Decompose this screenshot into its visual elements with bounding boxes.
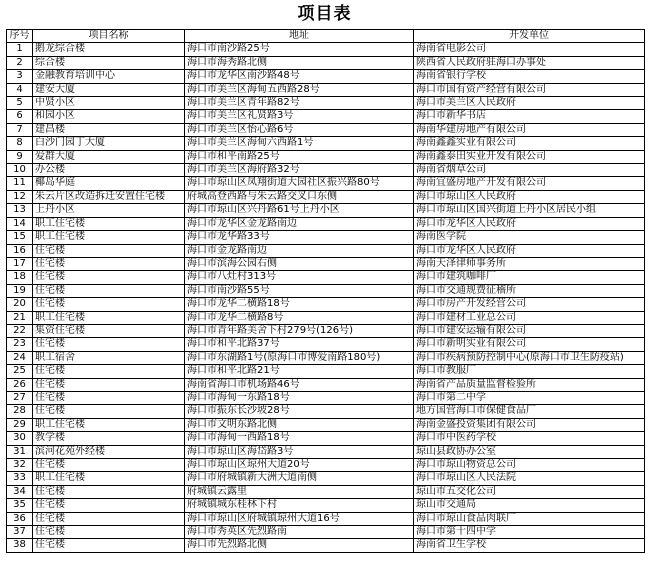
row-index-cell: 36 <box>7 512 33 525</box>
row-index-cell: 19 <box>7 284 33 297</box>
table-row <box>7 284 645 297</box>
developer-cell: 海口市新明实业有限公司 <box>414 338 645 351</box>
project-name-cell: 滨河花苑外经楼 <box>33 445 185 458</box>
table-row <box>7 365 645 378</box>
row-index-cell: 31 <box>7 445 33 458</box>
project-name-cell: 住宅楼 <box>33 338 185 351</box>
developer-cell: 海南省银行学校 <box>414 70 645 83</box>
address-cell: 海口市和平南路25号 <box>185 150 414 163</box>
project-name-cell: 综合楼 <box>33 56 185 69</box>
row-index-cell: 4 <box>7 83 33 96</box>
developer-cell: 海口市中医药学校 <box>414 432 645 445</box>
address-cell: 海口市金龙路南边 <box>185 244 414 257</box>
table-row <box>7 418 645 431</box>
table-row <box>7 324 645 337</box>
row-index-cell: 23 <box>7 338 33 351</box>
table-row <box>7 351 645 364</box>
table-row <box>7 405 645 418</box>
address-cell: 海口市琼山区海岱路3号 <box>185 445 414 458</box>
address-cell: 海口市秀英区先烈路南 <box>185 526 414 539</box>
developer-cell: 海口市琼山物资总公司 <box>414 459 645 472</box>
project-name-cell: 上丹小区 <box>33 204 185 217</box>
address-cell: 海口市振东长沙坡28号 <box>185 405 414 418</box>
header-index: 序号 <box>7 30 33 43</box>
project-name-cell: 职工住宅楼 <box>33 311 185 324</box>
row-index-cell: 17 <box>7 257 33 270</box>
table-row <box>7 432 645 445</box>
developer-cell: 海口市建材工业总公司 <box>414 311 645 324</box>
developer-cell: 海口市建安运输有限公司 <box>414 324 645 337</box>
table-row <box>7 204 645 217</box>
row-index-cell: 33 <box>7 472 33 485</box>
table-row <box>7 137 645 150</box>
address-cell: 海口市美兰区海府路32号 <box>185 164 414 177</box>
project-name-cell: 办公楼 <box>33 164 185 177</box>
developer-cell: 海南鑫泰田实业开发有限公司 <box>414 150 645 163</box>
project-name-cell: 住宅楼 <box>33 391 185 404</box>
project-name-cell: 职工宿舍 <box>33 351 185 364</box>
project-name-cell: 建安大厦 <box>33 83 185 96</box>
project-name-cell: 职工住宅楼 <box>33 472 185 485</box>
row-index-cell: 11 <box>7 177 33 190</box>
address-cell: 海口市龙华路33号 <box>185 231 414 244</box>
address-cell: 海口市海甸一东路18号 <box>185 391 414 404</box>
address-cell: 海口市海秀路北侧 <box>185 56 414 69</box>
project-name-cell: 朱云片区改造拆迁安置住宅楼 <box>33 190 185 203</box>
developer-cell: 海口市美兰区人民政府 <box>414 97 645 110</box>
developer-cell: 海南华建房地产有限公司 <box>414 123 645 136</box>
project-name-cell: 住宅楼 <box>33 499 185 512</box>
row-index-cell: 27 <box>7 391 33 404</box>
table-row <box>7 526 645 539</box>
developer-cell: 海口市琼山区人民政府 <box>414 190 645 203</box>
row-index-cell: 21 <box>7 311 33 324</box>
project-name-cell: 职工住宅楼 <box>33 418 185 431</box>
address-cell: 海口市美兰区海甸五西路28号 <box>185 83 414 96</box>
developer-cell: 海南宜盛房地产开发有限公司 <box>414 177 645 190</box>
developer-cell: 海南省卫生学校 <box>414 539 645 552</box>
address-cell: 海口市美兰区青年路82号 <box>185 97 414 110</box>
address-cell: 海口市琼山区府城镇琼州大道16号 <box>185 512 414 525</box>
row-index-cell: 24 <box>7 351 33 364</box>
project-name-cell: 住宅楼 <box>33 539 185 552</box>
row-index-cell: 15 <box>7 231 33 244</box>
table-row <box>7 97 645 110</box>
address-cell: 海口市美兰区海甸六西路1号 <box>185 137 414 150</box>
project-name-cell: 住宅楼 <box>33 244 185 257</box>
developer-cell: 海南省烟草公司 <box>414 164 645 177</box>
developer-cell: 海南省产品质量监督检验所 <box>414 378 645 391</box>
developer-cell: 海南医学院 <box>414 231 645 244</box>
developer-cell: 海口市龙华区人民政府 <box>414 244 645 257</box>
row-index-cell: 18 <box>7 271 33 284</box>
address-cell: 府城镇城东桂林下村 <box>185 499 414 512</box>
row-index-cell: 37 <box>7 526 33 539</box>
project-name-cell: 鹅龙综合楼 <box>33 43 185 56</box>
row-index-cell: 29 <box>7 418 33 431</box>
row-index-cell: 5 <box>7 97 33 110</box>
project-name-cell: 住宅楼 <box>33 271 185 284</box>
row-index-cell: 14 <box>7 217 33 230</box>
developer-cell: 海口市新华书店 <box>414 110 645 123</box>
project-name-cell: 住宅楼 <box>33 257 185 270</box>
table-row <box>7 217 645 230</box>
project-name-cell: 住宅楼 <box>33 526 185 539</box>
table-title: 项目表 <box>297 4 352 24</box>
table-row <box>7 231 645 244</box>
address-cell: 海口市和平北路37号 <box>185 338 414 351</box>
table-row <box>7 338 645 351</box>
table-row <box>7 485 645 498</box>
address-cell: 海口市龙华二横路18号 <box>185 298 414 311</box>
table-row <box>7 164 645 177</box>
project-table <box>6 29 645 553</box>
table-row <box>7 110 645 123</box>
table-row <box>7 445 645 458</box>
row-index-cell: 12 <box>7 190 33 203</box>
address-cell: 海口市南沙路25号 <box>185 43 414 56</box>
row-index-cell: 2 <box>7 56 33 69</box>
address-cell: 海口市青年路美舍下村279号(126号) <box>185 324 414 337</box>
table-row <box>7 391 645 404</box>
table-row <box>7 257 645 270</box>
project-name-cell: 职工住宅楼 <box>33 231 185 244</box>
address-cell: 海口市龙华区南沙路48号 <box>185 70 414 83</box>
developer-cell: 陕西省人民政府驻海口办事处 <box>414 56 645 69</box>
table-row <box>7 539 645 552</box>
project-name-cell: 中贤小区 <box>33 97 185 110</box>
row-index-cell: 3 <box>7 70 33 83</box>
row-index-cell: 34 <box>7 485 33 498</box>
project-name-cell: 白沙门园丁大厦 <box>33 137 185 150</box>
address-cell: 海南省海口市机场路46号 <box>185 378 414 391</box>
address-cell: 海口市海甸一西路18号 <box>185 432 414 445</box>
row-index-cell: 10 <box>7 164 33 177</box>
project-name-cell: 爱群大厦 <box>33 150 185 163</box>
project-name-cell: 住宅楼 <box>33 284 185 297</box>
developer-cell: 琼山县政协办公室 <box>414 445 645 458</box>
table-row <box>7 244 645 257</box>
row-index-cell: 32 <box>7 459 33 472</box>
row-index-cell: 38 <box>7 539 33 552</box>
table-row <box>7 378 645 391</box>
row-index-cell: 16 <box>7 244 33 257</box>
developer-cell: 地方国营海口市保健食品厂 <box>414 405 645 418</box>
table-row <box>7 123 645 136</box>
address-cell: 海口市南沙路55号 <box>185 284 414 297</box>
project-name-cell: 住宅楼 <box>33 512 185 525</box>
developer-cell: 海口市疾病预防控制中心(原海口市卫生防疫站) <box>414 351 645 364</box>
table-row <box>7 83 645 96</box>
address-cell: 海口市先烈路北侧 <box>185 539 414 552</box>
project-name-cell: 住宅楼 <box>33 298 185 311</box>
developer-cell: 海口市龙华区人民政府 <box>414 217 645 230</box>
developer-cell: 海南金盛投资集团有限公司 <box>414 418 645 431</box>
address-cell: 海口市府城镇新大洲大道南侧 <box>185 472 414 485</box>
row-index-cell: 22 <box>7 324 33 337</box>
developer-cell: 海南天泽律师事务所 <box>414 257 645 270</box>
row-index-cell: 28 <box>7 405 33 418</box>
address-cell: 府城高登西路与朱云路交叉口东侧 <box>185 190 414 203</box>
developer-cell: 海口市交通规费征稽所 <box>414 284 645 297</box>
row-index-cell: 35 <box>7 499 33 512</box>
address-cell: 海口市美兰区礼贤路3号 <box>185 110 414 123</box>
row-index-cell: 30 <box>7 432 33 445</box>
table-row <box>7 150 645 163</box>
address-cell: 海口市八灶村313号 <box>185 271 414 284</box>
row-index-cell: 1 <box>7 43 33 56</box>
row-index-cell: 8 <box>7 137 33 150</box>
developer-cell: 海口市建筑咖啡厂 <box>414 271 645 284</box>
table-row <box>7 311 645 324</box>
table-row <box>7 190 645 203</box>
header-address: 地址 <box>185 30 414 43</box>
header-row <box>7 30 645 43</box>
project-name-cell: 住宅楼 <box>33 485 185 498</box>
address-cell: 海口市美兰区怡心路6号 <box>185 123 414 136</box>
table-row <box>7 177 645 190</box>
project-name-cell: 住宅楼 <box>33 405 185 418</box>
developer-cell: 海口市琼山区人民法院 <box>414 472 645 485</box>
table-row <box>7 70 645 83</box>
address-cell: 海口市龙华二横路8号 <box>185 311 414 324</box>
developer-cell: 海口市第二中学 <box>414 391 645 404</box>
row-index-cell: 26 <box>7 378 33 391</box>
address-cell: 府城镇云露里 <box>185 485 414 498</box>
project-name-cell: 金融教育培训中心 <box>33 70 185 83</box>
header-developer: 开发单位 <box>414 30 645 43</box>
project-name-cell: 住宅楼 <box>33 365 185 378</box>
developer-cell: 海南省电影公司 <box>414 43 645 56</box>
project-name-cell: 和园小区 <box>33 110 185 123</box>
address-cell: 海口市龙华区金龙路南边 <box>185 217 414 230</box>
developer-cell: 海口市第十四中学 <box>414 526 645 539</box>
row-index-cell: 20 <box>7 298 33 311</box>
table-row <box>7 472 645 485</box>
project-name-cell: 住宅楼 <box>33 459 185 472</box>
row-index-cell: 7 <box>7 123 33 136</box>
table-row <box>7 298 645 311</box>
project-name-cell: 住宅楼 <box>33 378 185 391</box>
table-row <box>7 459 645 472</box>
table-row <box>7 56 645 69</box>
developer-cell: 海口市教服厂 <box>414 365 645 378</box>
table-row <box>7 499 645 512</box>
developer-cell: 海口市琼山区国兴街道上丹小区居民小组 <box>414 204 645 217</box>
address-cell: 海口市琼山区凤翔街道大园社区振兴路80号 <box>185 177 414 190</box>
project-name-cell: 建昌楼 <box>33 123 185 136</box>
row-index-cell: 13 <box>7 204 33 217</box>
table-row <box>7 43 645 56</box>
address-cell: 海口市文明东路北侧 <box>185 418 414 431</box>
table-row <box>7 271 645 284</box>
header-project-name: 项目名称 <box>33 30 185 43</box>
row-index-cell: 6 <box>7 110 33 123</box>
address-cell: 海口市东湖路1号(原海口市博爱南路180号) <box>185 351 414 364</box>
row-index-cell: 9 <box>7 150 33 163</box>
developer-cell: 海口市国有资产经营有限公司 <box>414 83 645 96</box>
project-name-cell: 椰岛华庭 <box>33 177 185 190</box>
developer-cell: 琼山市五交化公司 <box>414 485 645 498</box>
developer-cell: 海口市房产开发经营公司 <box>414 298 645 311</box>
developer-cell: 海口市琼山食品肉联厂 <box>414 512 645 525</box>
developer-cell: 琼山市交通局 <box>414 499 645 512</box>
project-name-cell: 集资住宅楼 <box>33 324 185 337</box>
project-name-cell: 教学楼 <box>33 432 185 445</box>
address-cell: 海口市和平北路21号 <box>185 365 414 378</box>
address-cell: 海口市琼山区琼州大道20号 <box>185 459 414 472</box>
developer-cell: 海南鑫鑫实业有限公司 <box>414 137 645 150</box>
project-name-cell: 职工住宅楼 <box>33 217 185 230</box>
address-cell: 海口市滨海公园右侧 <box>185 257 414 270</box>
table-row <box>7 512 645 525</box>
address-cell: 海口市琼山区兴丹路61号上丹小区 <box>185 204 414 217</box>
row-index-cell: 25 <box>7 365 33 378</box>
